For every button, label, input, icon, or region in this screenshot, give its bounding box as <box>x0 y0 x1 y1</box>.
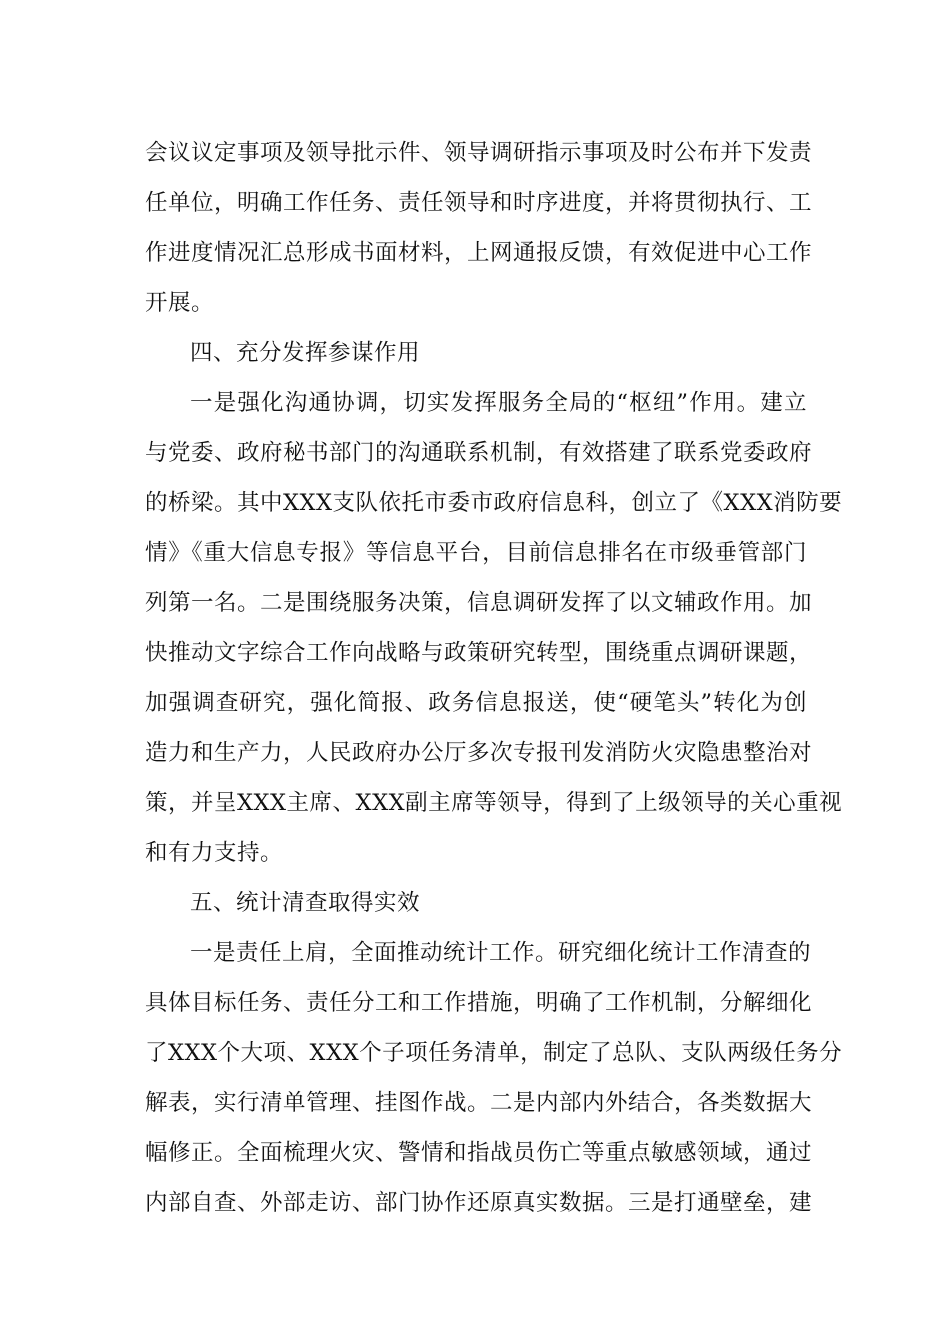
body-text-line: 和有力支持。 <box>145 840 284 866</box>
body-text-line: 加强调查研究，强化简报、政务信息报送，使“硬笔头”转化为创 <box>145 690 807 716</box>
paragraph-first-line: 一是责任上肩，全面推动统计工作。研究细化统计工作清查的 <box>190 940 812 966</box>
body-text-line: 造力和生产力，人民政府办公厅多次专报刊发消防火灾隐患整治对 <box>145 740 813 766</box>
body-text-line: 会议议定事项及领导批示件、领导调研指示事项及时公布并下发责 <box>145 140 813 166</box>
body-text-line: 解表，实行清单管理、挂图作战。二是内部内外结合，各类数据大 <box>145 1090 813 1116</box>
body-text-line: 快推动文字综合工作向战略与政策研究转型，围绕重点调研课题， <box>145 640 813 666</box>
body-text-line: 情》《重大信息专报》等信息平台，目前信息排名在市级垂管部门 <box>145 540 807 566</box>
body-text-line: 幅修正。全面梳理火灾、警情和指战员伤亡等重点敏感领域，通过 <box>145 1140 813 1166</box>
body-text-line: 具体目标任务、责任分工和工作措施，明确了工作机制，分解细化 <box>145 990 813 1016</box>
body-text-line: 内部自查、外部走访、部门协作还原真实数据。三是打通壁垒，建 <box>145 1190 813 1216</box>
body-text-line: 列第一名。二是围绕服务决策，信息调研发挥了以文辅政作用。加 <box>145 590 813 616</box>
body-text-line: 任单位，明确工作任务、责任领导和时序进度，并将贯彻执行、工 <box>145 190 813 216</box>
body-text-line: 策，并呈XXX主席、XXX副主席等领导，得到了上级领导的关心重视 <box>145 790 843 816</box>
body-text-line: 的桥梁。其中XXX支队依托市委市政府信息科，创立了《XXX消防要 <box>145 490 843 516</box>
body-text-line: 作进度情况汇总形成书面材料，上网通报反馈，有效促进中心工作 <box>145 240 813 266</box>
section-heading-4: 四、充分发挥参谋作用 <box>190 340 421 366</box>
section-heading-5: 五、统计清查取得实效 <box>190 890 421 916</box>
body-text-line: 与党委、政府秘书部门的沟通联系机制，有效搭建了联系党委政府 <box>145 440 813 466</box>
body-text-line: 了XXX个大项、XXX个子项任务清单，制定了总队、支队两级任务分 <box>145 1040 843 1066</box>
paragraph-first-line: 一是强化沟通协调，切实发挥服务全局的“枢纽”作用。建立 <box>190 390 807 416</box>
body-text-line: 开展。 <box>145 290 215 316</box>
